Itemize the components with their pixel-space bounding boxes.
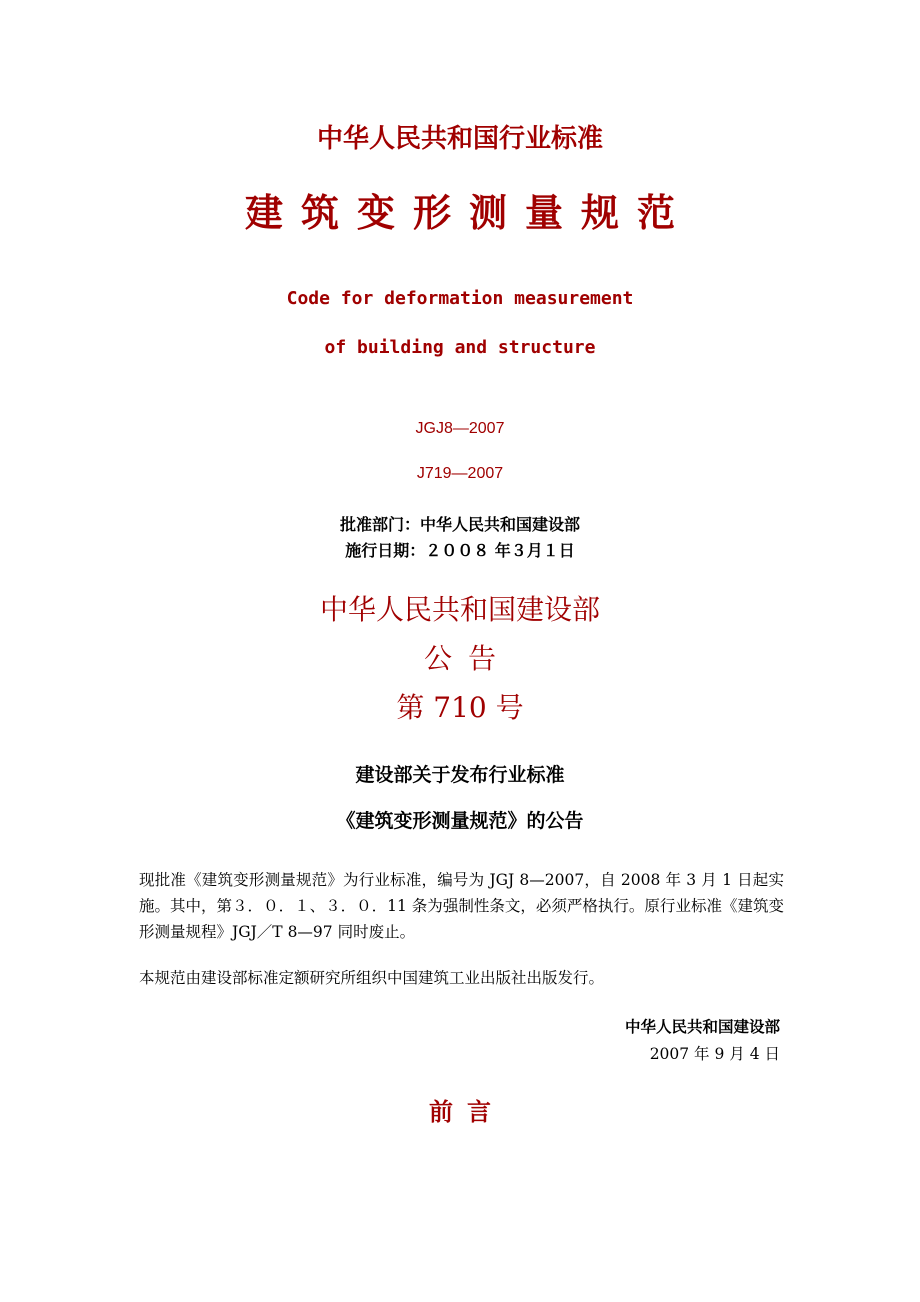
document-title-english-line2: of building and structure bbox=[324, 337, 596, 358]
approval-department: 批准部门：中华人民共和国建设部 bbox=[339, 515, 580, 534]
standard-code-j: J719—2007 bbox=[416, 465, 504, 482]
foreword-heading: 前言 bbox=[429, 1098, 505, 1126]
signature-date: 2007 年 9 月 4 日 bbox=[649, 1045, 780, 1063]
effective-date: 施行日期：２００８ 年３月１日 bbox=[345, 541, 575, 560]
announcement-paragraph-1: 现批准《建筑变形测量规范》为行业标准，编号为 JGJ 8—2007，自 2008 年 3 月 1 日起实施。其中，第３．０．１、３．０．11 条为强制性条文，必须严格执行。原行业标准《建筑变形测量规程》JGJ／T 8—97 同时废止。 bbox=[139, 871, 784, 941]
notice-number: 第 710 号 bbox=[396, 691, 524, 724]
document-title-chinese: 建筑变形测量规范 bbox=[244, 191, 693, 235]
standard-code-jgj: JGJ8—2007 bbox=[415, 420, 505, 437]
announcement-title-line1: 建设部关于发布行业标准 bbox=[355, 764, 565, 786]
standard-type-heading: 中华人民共和国行业标准 bbox=[316, 124, 603, 154]
announcement-title-line2: 《建筑变形测量规范》的公告 bbox=[336, 810, 584, 832]
signature-organization: 中华人民共和国建设部 bbox=[624, 1018, 780, 1036]
document-title-english-line1: Code for deformation measurement bbox=[286, 288, 634, 309]
ministry-heading: 中华人民共和国建设部 bbox=[319, 593, 600, 626]
notice-heading: 公告 bbox=[423, 642, 512, 675]
announcement-paragraph-2: 本规范由建设部标准定额研究所组织中国建筑工业出版社出版发行。 bbox=[139, 969, 605, 987]
